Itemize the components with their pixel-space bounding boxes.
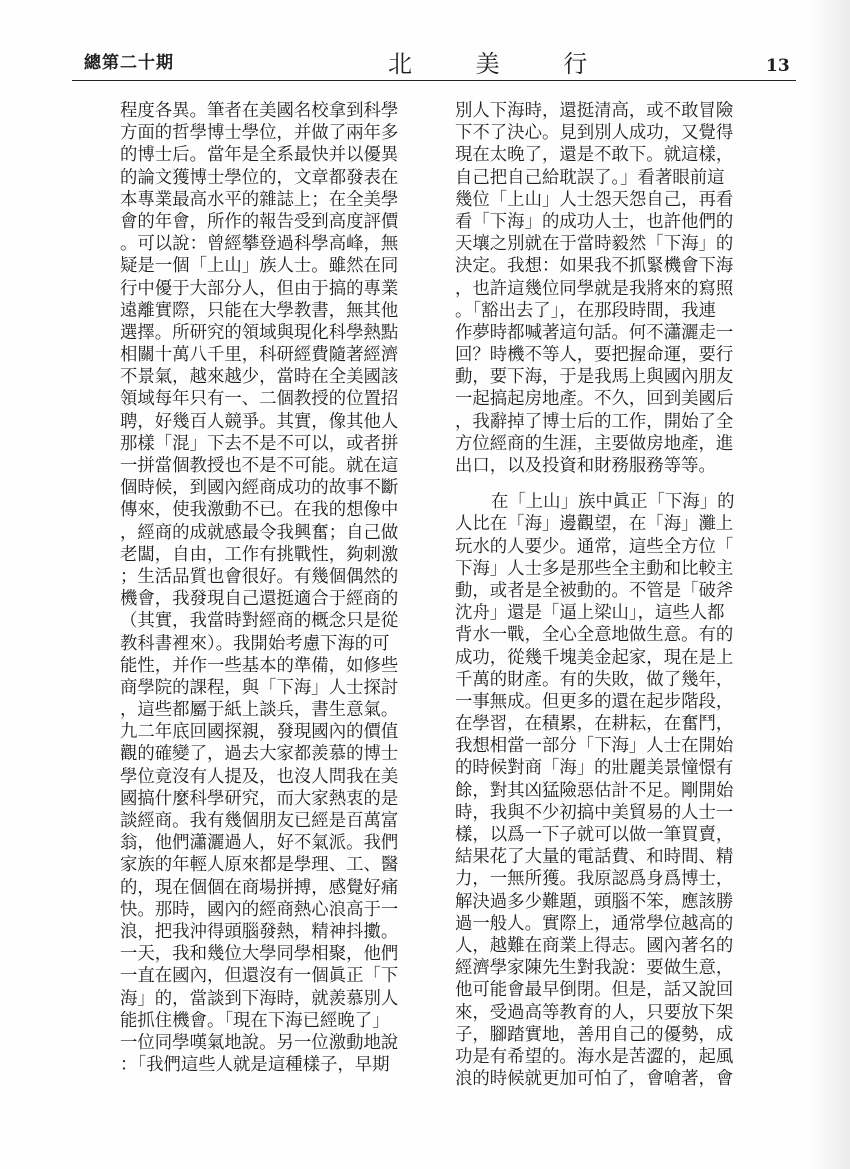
text-line: 結果花了大量的電話費、和時間、精 [455, 847, 734, 868]
text-line: ：「我們這些人就是這種樣子，早期 [120, 1055, 390, 1076]
text-line: 一起搞起房地產。不久，回到美國后 [455, 389, 734, 410]
text-line: 傳來，使我激動不已。在我的想像中 [120, 500, 399, 521]
text-line: 作夢時都喊著這句話。何不瀟灑走一 [455, 322, 734, 343]
text-line: 個時候，到國內經商成功的故事不斷 [120, 478, 399, 499]
text-line: 能性，并作一些基本的準備，如修些 [120, 655, 399, 676]
right-column [455, 100, 775, 1090]
text-line: 樣，以爲一下子就可以做一筆買賣， [455, 825, 734, 845]
text-line: 學位竟沒有人提及，也沒人問我在美 [120, 766, 399, 787]
text-line: 餘，對其凶猛險惡估計不足。剛開始 [455, 780, 734, 801]
text-line: 領域每年只有一、二個教授的位置招 [120, 389, 399, 410]
text-line: 一直在國內，但還沒有一個眞正「下 [120, 966, 399, 987]
text-line: 人比在「海」邊觀望，在「海」灘上 [455, 514, 734, 535]
text-line: 天壤之別就在于當時毅然「下海」的 [455, 234, 734, 255]
text-line: 出口，以及投資和財務服務等等。 [455, 456, 716, 476]
text-line: 聘，好幾百人競爭。其實，像其他人 [120, 411, 399, 432]
text-line: 子，腳踏實地，善用自己的優勢，成 [455, 1024, 734, 1045]
text-line: 成功，從幾千塊美金起家，現在是上 [455, 647, 734, 668]
text-line: 來，受過高等教育的人，只要放下架 [455, 1002, 734, 1023]
text-line: 一拼當個教授也不是不可能。就在這 [120, 456, 399, 476]
text-line: 看「下海」的成功人士，也許他們的 [455, 211, 734, 232]
text-line: 觀的確變了，過去大家都羨慕的博士 [120, 744, 399, 765]
text-line: ，這些都屬于紙上談兵，書生意氣。 [120, 700, 399, 721]
text-line: 家族的年輕人原來都是學理、工、醫 [120, 855, 399, 876]
text-line: 動，要下海，于是我馬上與國內朋友 [455, 367, 734, 388]
text-line: 疑是一個「上山」族人士。雖然在同 [120, 256, 399, 277]
text-line: 的，現在個個在商場拼搏，感覺好痛 [120, 877, 399, 898]
text-line: 一天，我和幾位大學同學相聚，他們 [120, 944, 399, 965]
text-line: 。「豁出去了」，在那段時間，我連 [455, 300, 716, 321]
text-line: 海」的，當談到下海時，就羨慕別人 [120, 988, 399, 1009]
text-line: ，我辭掉了博士后的工作，開始了全 [455, 411, 734, 432]
text-line: 背水一戰，全心全意地做生意。有的 [455, 625, 734, 646]
text-line: 能抓住機會。「現在下海已經晚了」 [120, 1010, 390, 1031]
page-edge-shadow [810, 0, 850, 1169]
text-line: 不景氣，越來越少，當時在全美國該 [120, 367, 399, 388]
text-line: ，也許這幾位同學就是我將來的寫照 [455, 278, 734, 299]
text-line: ；生活品質也會很好。有幾個偶然的 [120, 566, 399, 587]
text-line: 一位同學嘆氣地說。另一位激動地說 [120, 1032, 399, 1053]
text-line: 那樣「混」下去不是不可以，或者拼 [120, 433, 399, 454]
text-line: 教科書裡來）。我開始考慮下海的可 [120, 633, 390, 654]
text-line: 力，一無所獲。我原認爲身爲博士， [455, 869, 734, 890]
text-line: 自己把自己給耽誤了。」看著眼前這 [455, 167, 725, 188]
text-line: 機會，我發現自己還挺適合于經商的 [120, 589, 399, 610]
paragraph-continued [455, 100, 775, 477]
issue-label: 總第二十期 [84, 53, 174, 73]
text-line: 功是有希望的。海水是苦澀的，起風 [455, 1046, 734, 1067]
text-line: 過一般人。實際上，通常學位越高的 [455, 913, 734, 934]
text-line: 行中優于大部分人，但由于搞的專業 [120, 278, 399, 299]
text-line: 的論文獲博士學位的，文章都發表在 [120, 167, 399, 188]
text-line: 沈舟」還是「逼上梁山」，這些人都 [455, 603, 725, 624]
text-line: 相關十萬八千里，科研經費隨著經濟 [120, 345, 399, 366]
magazine-title: 北 美 行 [388, 50, 616, 78]
text-line: 翁，他們瀟灑過人，好不氣派。我們 [120, 833, 399, 854]
text-line: 幾位「上山」人士怨天怨自己，再看 [455, 189, 734, 210]
text-line: 解決過多少難題，頭腦不笨，應該勝 [455, 891, 734, 912]
text-line: 時，我與不少初搞中美貿易的人士一 [455, 802, 734, 823]
text-line: 別人下海時，還挺清高，或不敢冒險 [455, 101, 734, 121]
text-line: 的博士后。當年是全系最快并以優異 [120, 145, 399, 166]
text-line: 方位經商的生涯，主要做房地產，進 [455, 433, 734, 454]
page-header [0, 0, 850, 90]
text-line: 回？時機不等人，要把握命運，要行 [455, 345, 734, 366]
text-line: 的時候對商「海」的壯麗美景憧憬有 [455, 758, 734, 779]
text-line: 本專業最高水平的雜誌上；在全美學 [120, 189, 399, 210]
left-column [120, 100, 440, 1076]
text-line: 在「上山」族中眞正「下海」的 [491, 492, 735, 513]
header-rule [72, 80, 796, 81]
text-line: 遠離實際，只能在大學教書，無其他 [120, 300, 399, 321]
text-line: 國搞什麼科學研究，而大家熱衷的是 [120, 788, 399, 809]
text-line: 商學院的課程，與「下海」人士探討 [120, 677, 399, 698]
text-line: 快。那時，國內的經商熱心浪高于一 [120, 899, 399, 920]
text-line: 下不了決心。見到別人成功，又覺得 [455, 123, 734, 144]
page-number: 13 [766, 56, 790, 76]
text-line: 我想相當一部分「下海」人士在開始 [455, 736, 734, 757]
paragraph-gap [455, 477, 775, 491]
text-line: 人，越難在商業上得志。國內著名的 [455, 935, 734, 956]
text-line: 在學習，在積累，在耕耘，在奮鬥， [455, 714, 734, 735]
text-line: 千萬的財產。有的失敗，做了幾年， [455, 669, 734, 690]
text-line: 老闆，自由，工作有挑戰性，夠刺激 [120, 544, 399, 565]
text-line: 。可以說：曾經攀登過科學高峰，無 [120, 234, 399, 255]
text-line: ，經商的成就感最令我興奮；自己做 [120, 522, 399, 543]
text-line: 經濟學家陳先生對我說：要做生意， [455, 958, 734, 979]
text-line: （其實，我當時對經商的概念只是從 [120, 611, 399, 632]
text-line: 玩水的人要少。通常，這些全方位「 [455, 536, 734, 557]
text-line: 現在太晚了，還是不敢下。就這樣， [455, 145, 734, 166]
text-line: 他可能會最早倒閉。但是，話又說回 [455, 980, 734, 1001]
text-line: 談經商。我有幾個朋友已經是百萬富 [120, 811, 399, 831]
text-line: 方面的哲學博士學位，并做了兩年多 [120, 123, 399, 144]
text-line: 決定。我想：如果我不抓緊機會下海 [455, 256, 734, 277]
text-line: 浪的時候就更加可怕了，會嗆著，會 [455, 1069, 734, 1090]
text-line: 九二年底回國探親，發現國內的價值 [120, 722, 399, 743]
text-line: 選擇。所研究的領域與現化科學熱點 [120, 322, 399, 343]
text-line: 程度各異。筆者在美國名校拿到科學 [120, 101, 399, 121]
text-line: 浪，把我沖得頭腦發熱，精神抖擻。 [120, 921, 399, 942]
text-line: 一事無成。但更多的還在起步階段， [455, 691, 734, 712]
text-line: 動，或者是全被動的。不管是「破斧 [455, 580, 734, 601]
paragraph [455, 491, 775, 1090]
text-line: 下海」人士多是那些全主動和比較主 [455, 558, 734, 579]
text-line: 會的年會，所作的報告受到高度評價 [120, 211, 399, 232]
